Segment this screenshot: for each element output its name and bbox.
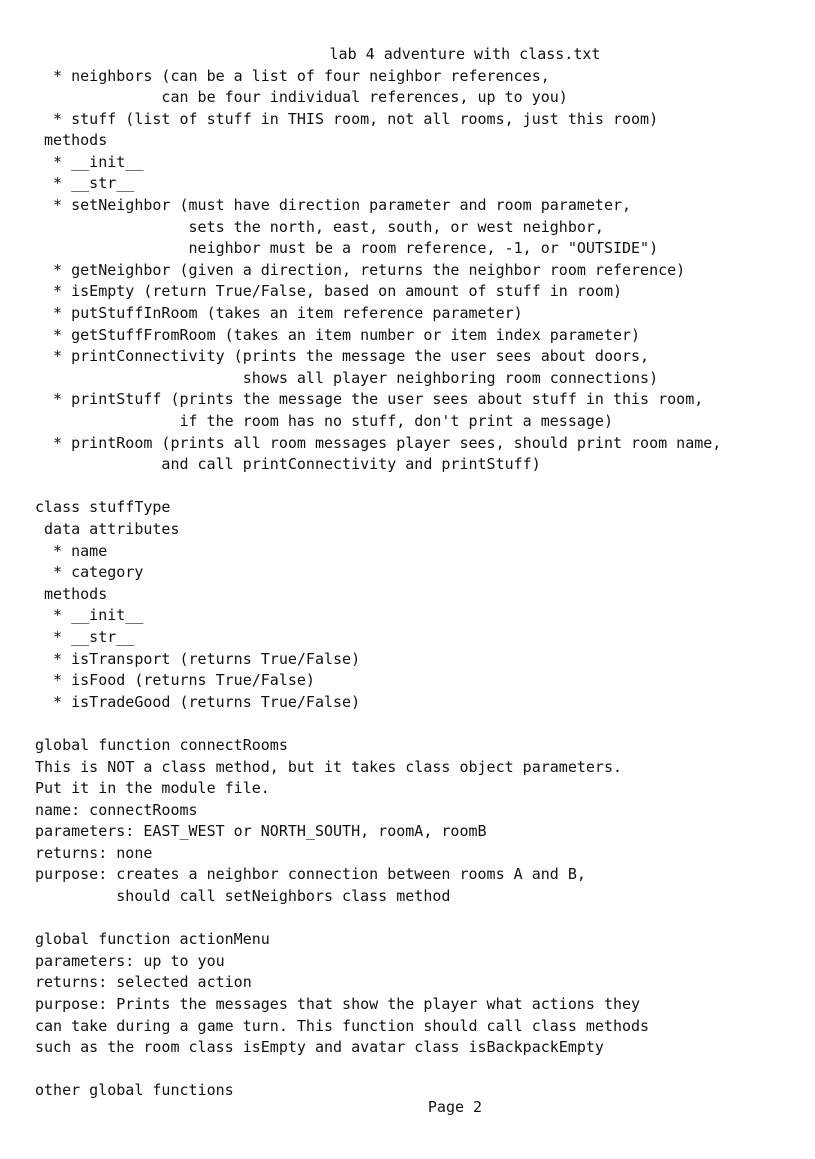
text-line: such as the room class isEmpty and avatar class isBackpackEmpty: [35, 1038, 604, 1057]
text-line: methods: [35, 584, 108, 603]
text-line: global function connectRooms: [35, 735, 288, 754]
text-line: other global functions: [35, 1081, 234, 1100]
document-header: lab 4 adventure with class.txt: [329, 45, 601, 63]
text-line: * neighbors (can be a list of four neighbor references,: [35, 66, 550, 85]
text-line: parameters: EAST_WEST or NORTH_SOUTH, roomA, roomB: [35, 822, 487, 841]
text-line: * isFood (returns True/False): [35, 671, 315, 690]
text-line: and call printConnectivity and printStuff): [35, 455, 541, 474]
text-line: * setNeighbor (must have direction parameter and room parameter,: [35, 196, 632, 215]
text-line: purpose: creates a neighbor connection between rooms A and B,: [35, 865, 586, 884]
text-line: * __init__: [35, 152, 144, 171]
text-line: global function actionMenu: [35, 930, 270, 949]
text-line: * getStuffFromRoom (takes an item number or item index parameter): [35, 325, 641, 344]
text-line: can be four individual references, up to you): [35, 88, 568, 107]
text-line: * isEmpty (return True/False, based on amount of stuff in room): [35, 282, 622, 301]
text-line: * __str__: [35, 174, 135, 193]
text-line: returns: none: [35, 843, 153, 862]
text-line: * printRoom (prints all room messages player sees, should print room name,: [35, 433, 722, 452]
text-line: * stuff (list of stuff in THIS room, not all rooms, just this room): [35, 109, 659, 128]
text-line: can take during a game turn. This function should call class methods: [35, 1016, 650, 1035]
text-line: * getNeighbor (given a direction, returns the neighbor room reference): [35, 260, 686, 279]
text-line: neighbor must be a room reference, -1, or "OUTSIDE"): [35, 239, 659, 258]
text-line: * name: [35, 541, 108, 560]
text-line: name: connectRooms: [35, 800, 198, 819]
text-line: should call setNeighbors class method: [35, 887, 451, 906]
text-line: [35, 908, 721, 930]
text-line: [35, 1059, 721, 1081]
text-line: parameters: up to you: [35, 951, 225, 970]
text-line: * __str__: [35, 627, 135, 646]
text-line: class stuffType: [35, 498, 171, 517]
text-line: * putStuffInRoom (takes an item reference parameter): [35, 304, 523, 323]
text-line: * isTradeGood (returns True/False): [35, 692, 361, 711]
text-line: [35, 713, 721, 735]
page-number: Page 2: [427, 1098, 483, 1116]
text-line: returns: selected action: [35, 973, 252, 992]
text-line: if the room has no stuff, don't print a message): [35, 412, 613, 430]
text-line: data attributes: [35, 519, 180, 538]
text-line: * isTransport (returns True/False): [35, 649, 361, 668]
document-body: [35, 66, 721, 1103]
text-line: * __init__: [35, 606, 144, 625]
text-line: shows all player neighboring room connections): [35, 368, 659, 387]
text-line: Put it in the module file.: [35, 779, 270, 798]
text-line: [35, 476, 721, 498]
text-line: * printStuff (prints the message the user sees about stuff in this room,: [35, 390, 704, 409]
text-line: This is NOT a class method, but it takes class object parameters.: [35, 757, 622, 776]
text-line: * printConnectivity (prints the message the user sees about doors,: [35, 347, 650, 366]
text-line: methods: [35, 131, 108, 150]
text-line: purpose: Prints the messages that show the player what actions they: [35, 995, 641, 1014]
text-line: * category: [35, 563, 144, 582]
text-line: sets the north, east, south, or west neighbor,: [35, 217, 604, 236]
